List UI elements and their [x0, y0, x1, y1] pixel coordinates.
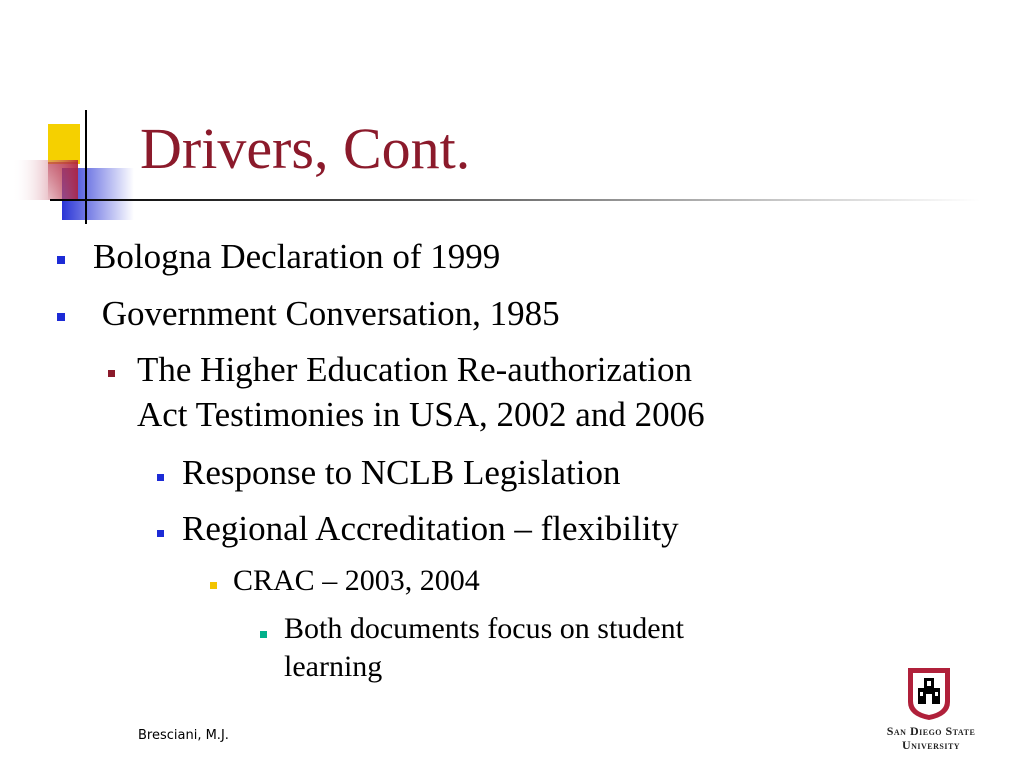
bullet-text: Government Conversation, 1985 [93, 294, 560, 333]
bullet-text: Regional Accreditation – flexibility [182, 509, 679, 548]
bullet-square-icon [260, 631, 267, 638]
bullet-square-icon [57, 313, 65, 321]
bullet-square-icon [210, 582, 217, 589]
deco-yellow-square [48, 124, 80, 164]
corner-decoration [0, 0, 160, 240]
bullet-square-icon [157, 530, 164, 537]
bullet-text: Bologna Declaration of 1999 [93, 237, 501, 276]
bullet-text-line2: Act Testimonies in USA, 2002 and 2006 [137, 395, 705, 434]
title-rule [50, 199, 980, 201]
slide-title: Drivers, Cont. [140, 116, 471, 181]
footer-author: Bresciani, M.J. [138, 728, 229, 743]
bullet-text: Response to NCLB Legislation [182, 453, 621, 492]
bullet-text-line2: learning [284, 650, 383, 683]
bullet-square-icon [108, 370, 115, 377]
bullet-square-icon [157, 474, 164, 481]
bullet-text-line1: Both documents focus on student [284, 612, 684, 645]
logo-line2: University [901, 738, 961, 752]
logo-line1: San Diego State [886, 724, 976, 738]
bullet-square-icon [57, 256, 65, 264]
university-seal-icon [904, 664, 954, 722]
bullet-text-line1: The Higher Education Re-authorization [137, 350, 692, 389]
bullet-text: CRAC – 2003, 2004 [233, 564, 480, 597]
